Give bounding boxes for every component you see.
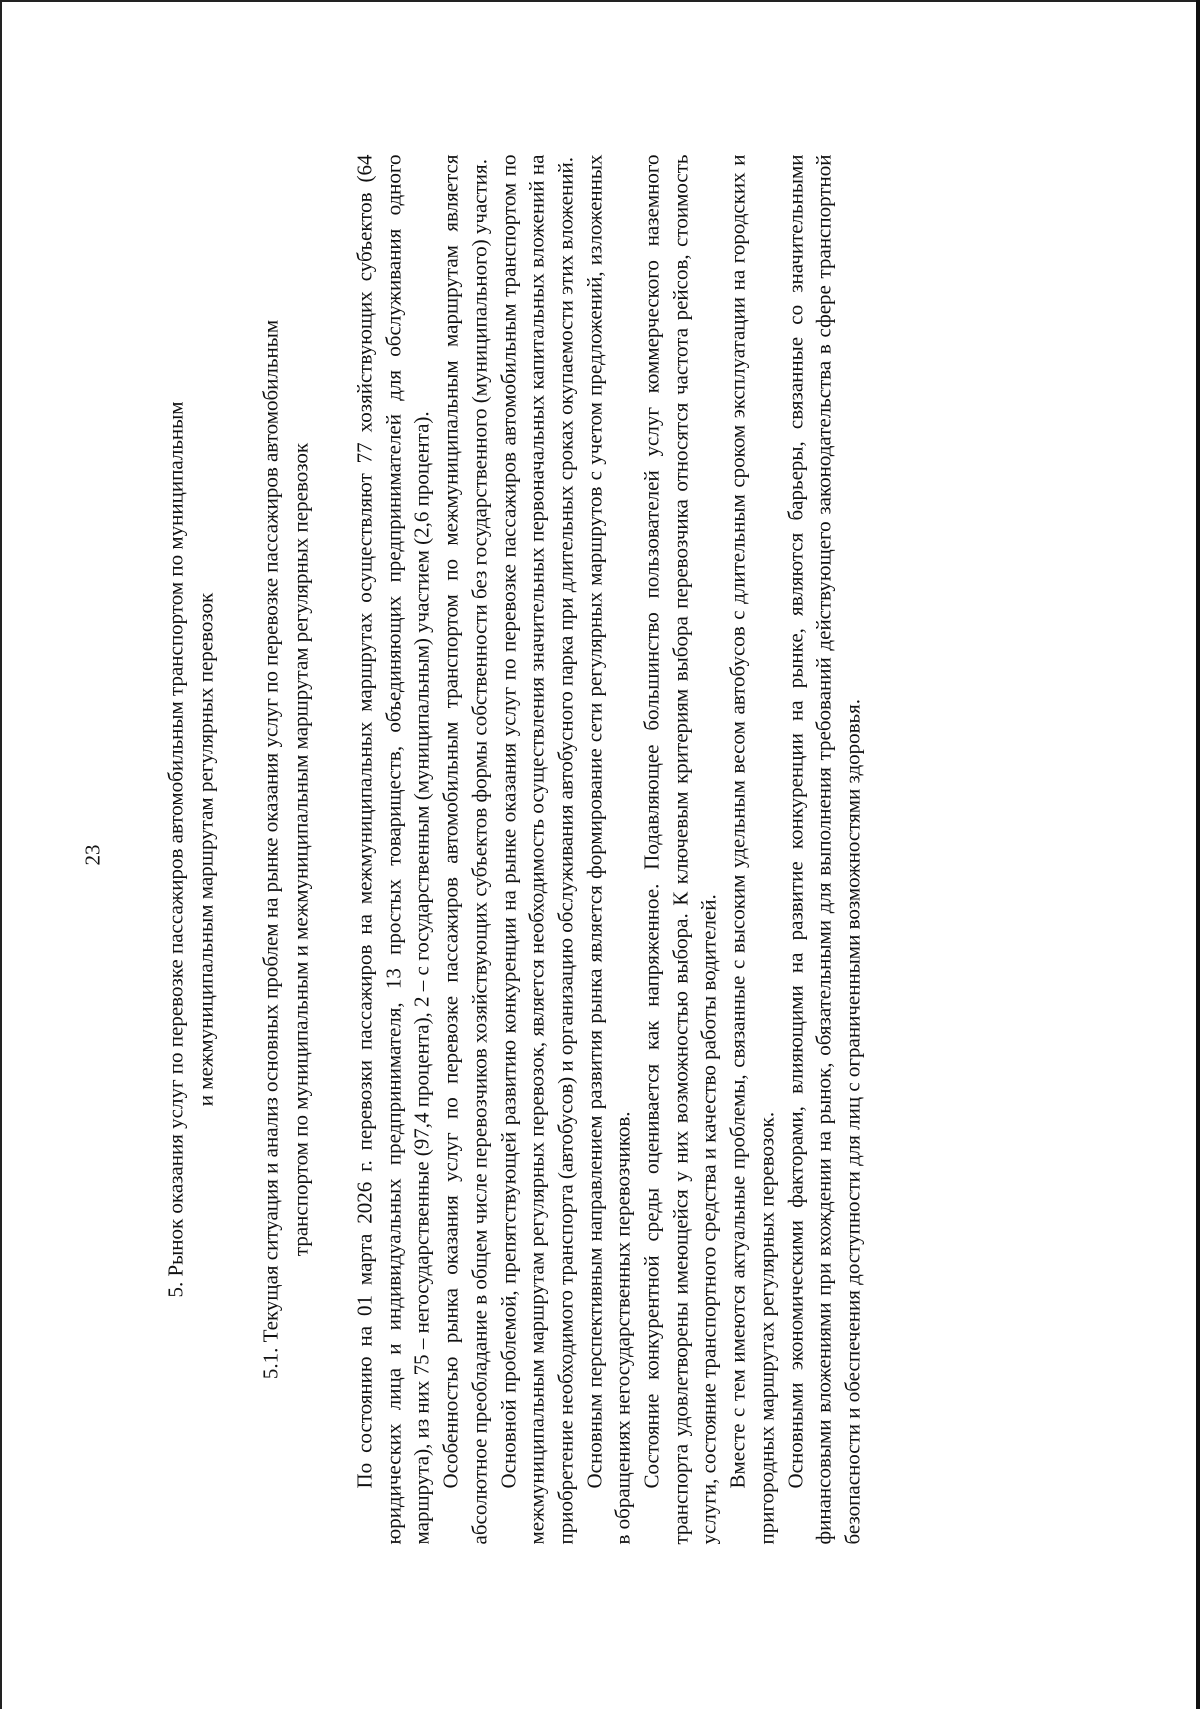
paragraph: По состоянию на 01 марта 2026 г. перевозки пассажиров на межмуниципальных маршрутах осуществляют 77 хозяйствующих субъектов (64 юридических лица и индивидуальных предпринимателя, 13 простых товариществ, объединяющих предпринимателей для обслуживания одного маршрута), из них 75 – негосударственные (97,4 процента), 2 – с государственным (муниципальным) участием (2,6 процента). [352,154,434,1544]
subsection-heading-line: 5.1. Текущая ситуация и анализ основных проблем на рынке оказания услуг по перевозке пассажиров автомобильным [258,319,282,1379]
paragraph: Основным перспективным направлением развития рынка является формирование сети регулярных маршрутов с учетом предложений, изложенных в обращениях негосударственных перевозчиков. [581,154,635,1544]
paragraph: Состояние конкурентной среды оценивается как напряженное. Подавляющее большинство пользователей услуг коммерческого наземного транспорта удовлетворены имеющейся у них возможностью выбора. К ключевым критериям выбора перевозчика относятся частота рейсов, стоимость услуги, состояние транспортного средства и качество работы водителей. [639,154,721,1544]
paragraph: Вместе с тем имеются актуальные проблемы, связанные с высоким удельным весом автобусов с длительным сроком эксплуатации на городских и пригородных маршрутах регулярных перевозок. [725,154,778,1544]
paragraph: Особенностью рынка оказания услуг по перевозке пассажиров автомобильным транспортом по межмуниципальным маршрутам является абсолютное преобладание в общем числе перевозчиков хозяйствующих субъектов формы собственности без государственного (муниципального) участия. [438,154,491,1544]
page-number: 23 [80,844,104,865]
paragraph: Основными экономическими факторами, влияющими на развитие конкуренции на рынке, являются барьеры, связанные со значительными финансовыми вложениями при вхождении на рынок, обязательными для выполнения требований действующего законодательства в сфере транспортной безопасности и обеспечения доступности для лиц с ограниченными возможностями здоровья. [782,154,864,1544]
section-heading [160,249,220,1449]
section-heading-line: 5. Рынок оказания услуг по перевозке пассажиров автомобильным транспортом по муниципальным [163,400,187,1298]
section-heading-line: и межмуниципальным маршрутам регулярных перевозок [193,592,217,1106]
paragraph: Основной проблемой, препятствующей развитию конкуренции на рынке оказания услуг по перевозке пассажиров автомобильным транспортом по межмуниципальным маршрутам регулярных перевозок, является необходимость осуществления значительных первоначальных капитальных вложений на приобретение необходимого транспорта (автобусов) и организацию обслуживания автобусного парка при длительных сроках окупаемости этих вложений. [495,154,577,1544]
subsection-heading-line: транспортом по муниципальным и межмуниципальным маршрутам регулярных перевозок [288,442,312,1256]
subsection-heading [255,249,315,1449]
body-text [350,154,867,1544]
